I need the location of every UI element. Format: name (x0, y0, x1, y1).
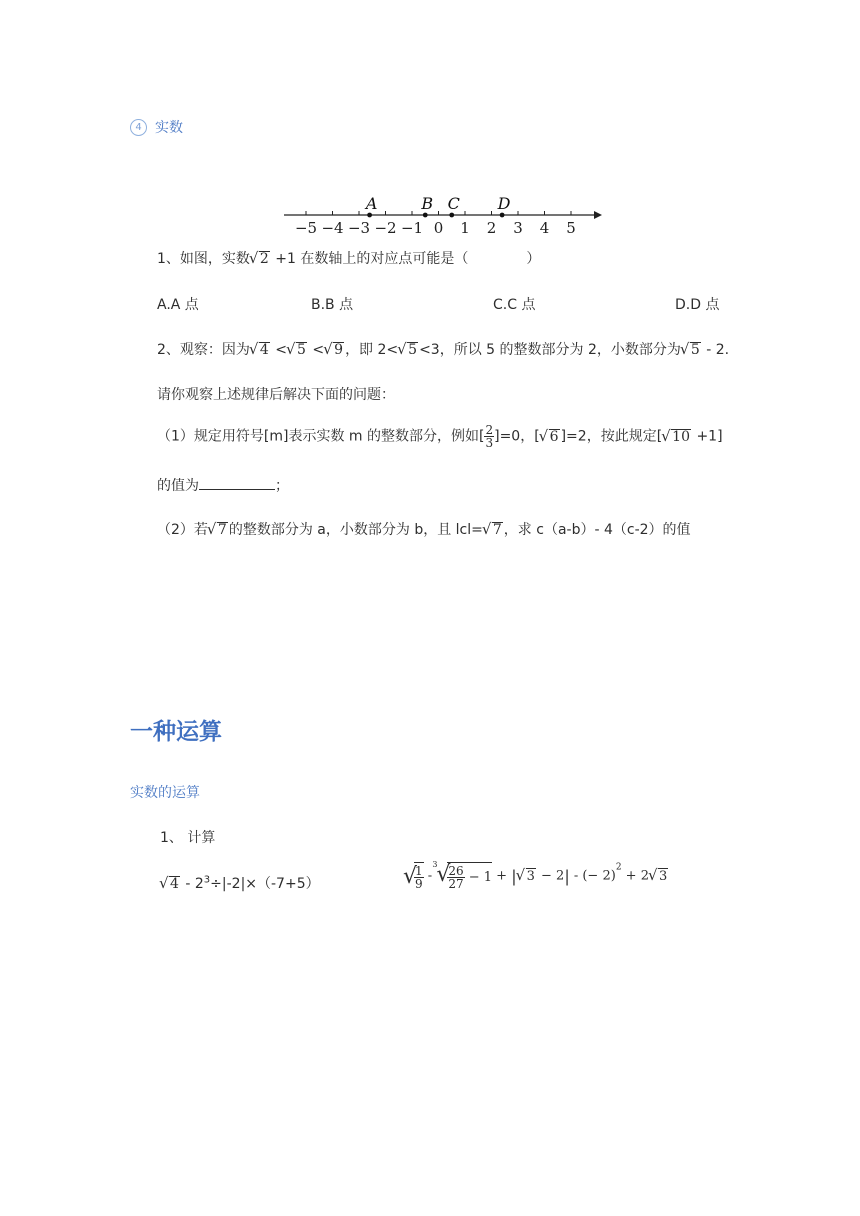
expr2-square: 2 (615, 862, 622, 873)
sqrt-symbol (160, 876, 180, 892)
point-c (449, 213, 454, 218)
point-label-a: A (365, 194, 378, 213)
q1-close: ） (526, 251, 541, 267)
expr2-plus-2: + 2 (621, 868, 649, 884)
abs-radicand: 3 (526, 869, 535, 884)
q2-part-1 (157, 424, 723, 449)
point-a (367, 213, 372, 218)
q2-radicand-2: 5 (297, 342, 306, 358)
sqrt-symbol (250, 342, 270, 358)
q1-prefix: 1、如图，实数 (157, 251, 250, 267)
q2-radicand-5: 5 (690, 342, 700, 358)
q2-part2-text-a: （2）若 (157, 522, 208, 538)
q1-option-b[interactable]: B.B 点 (311, 297, 354, 313)
last-radicand: 3 (658, 869, 668, 884)
q2-text-1: 2、观察：因为 (157, 342, 250, 358)
fraction (484, 424, 494, 449)
q2-instruction: 请你观察上述规律后解决下面的问题： (157, 387, 395, 403)
question-1 (157, 248, 540, 268)
q2-radicand-9: 7 (492, 522, 502, 538)
q1-radicand: 2 (259, 251, 269, 267)
calc-expression-2 (403, 862, 669, 890)
question-2-line-1 (157, 339, 729, 359)
point-d (500, 213, 505, 218)
tick-label: 4 (539, 219, 550, 237)
page-heading: 一种运算 (130, 719, 222, 745)
expr1-text-a: - 2 (180, 876, 204, 892)
calc-label: 1、 计算 (160, 830, 216, 846)
tick-label: −1 (400, 219, 424, 237)
point-label-b: B (421, 194, 434, 213)
sqrt-symbol (649, 868, 668, 884)
q2-part1-text-c: ]=2，按此规定[ (560, 428, 663, 445)
expr2-plus-1: + (492, 868, 512, 884)
cube-root-tail: − 1 (464, 870, 493, 885)
q2-text-4: - 2. (701, 342, 730, 358)
sqrt-symbol (324, 342, 344, 358)
tick-label: 2 (486, 219, 497, 237)
number-line-figure (280, 190, 610, 238)
sqrt-symbol (208, 522, 228, 538)
arrow-icon (594, 211, 602, 219)
q1-option-c[interactable]: C.C 点 (493, 297, 536, 313)
tick-label: −3 (347, 219, 371, 237)
tick-label: 5 (566, 219, 576, 237)
sqrt-symbol (662, 429, 691, 445)
section-header (130, 117, 183, 137)
abs-bar-icon: | (511, 866, 517, 886)
fraction-denominator: 9 (415, 877, 423, 891)
q2-part-2 (157, 519, 691, 539)
q2-part1-text-a: （1）规定用符号[m]表示实数 m 的整数部分，例如[ (157, 428, 485, 445)
abs-tail: − 2 (536, 868, 565, 884)
fraction-numerator: 1 (415, 864, 423, 878)
tick-label: 1 (460, 219, 470, 237)
expr2-minus: - (423, 868, 437, 884)
abs-bar-icon: | (564, 866, 570, 886)
sqrt-symbol (681, 342, 701, 358)
point-label-d: D (497, 194, 511, 213)
sqrt-symbol (250, 251, 270, 267)
sqrt-symbol (540, 429, 560, 445)
q2-radicand-1: 4 (259, 342, 269, 358)
answer-blank[interactable] (199, 477, 275, 490)
tick-label: −2 (374, 219, 397, 237)
cube-root-index: 3 (432, 860, 438, 869)
expr1-radicand: 4 (170, 876, 179, 892)
q2-text-3: <3，所以 5 的整数部分为 2，小数部分为 (419, 342, 681, 358)
q2-part2-text-b: 的整数部分为 a，小数部分为 b，且 lcl= (228, 522, 483, 538)
q2-part1-text-d: +1] (696, 428, 723, 445)
q1-option-d[interactable]: D.D 点 (675, 297, 720, 313)
tick-label: −5 (294, 219, 318, 237)
q2-part2-text-c: ，求 c（a-b）- 4（c-2）的值 (503, 522, 691, 538)
sqrt-symbol (483, 522, 503, 538)
q1-option-a[interactable]: A.A 点 (157, 297, 199, 313)
q2-radicand-8: 7 (217, 522, 227, 538)
expr1-exponent: 3 (203, 874, 211, 886)
calc-expression-1 (160, 873, 320, 893)
q2-part1-text-b: ]=0，[ (494, 428, 540, 445)
radical-sign-icon: √ (403, 864, 418, 889)
tick-label: 0 (433, 219, 444, 237)
q2-lt-1: < (275, 342, 288, 358)
section-number-badge: 4 (130, 119, 147, 136)
q2-radicand-7: 10 (672, 428, 690, 445)
q1-suffix: +1 在数轴上的对应点可能是（ (275, 251, 469, 267)
expr1-text-b: ÷|-2|×（-7+5） (210, 876, 320, 892)
point-b (423, 213, 428, 218)
sqrt-fraction (403, 862, 424, 890)
q2-lt-2: < (312, 342, 325, 358)
fraction-denominator: 27 (448, 877, 464, 891)
q2-text-2: ，即 2< (345, 342, 399, 358)
sqrt-symbol (517, 868, 536, 884)
tick-label: 3 (513, 219, 523, 237)
sqrt-symbol (287, 342, 307, 358)
q2-radicand-3: 9 (334, 342, 344, 358)
q2-radicand-4: 5 (408, 342, 418, 358)
q2-part1-value-label: 的值为 (157, 478, 199, 494)
cube-root (432, 860, 493, 891)
q2-part-1-line-2 (157, 475, 289, 495)
point-label-c: C (447, 194, 460, 213)
q2-part1-end: ； (275, 478, 289, 494)
fraction-numerator: 2 (485, 423, 494, 437)
section-title: 实数 (155, 120, 183, 136)
fraction-numerator: 26 (448, 864, 464, 878)
expr2-minus-2: - (− 2) (569, 868, 616, 884)
page-subheading: 实数的运算 (130, 785, 200, 801)
sqrt-symbol (398, 342, 418, 358)
radical-sign-icon: √ (436, 862, 451, 887)
q2-radicand-6: 6 (549, 428, 559, 445)
fraction-denominator: 3 (485, 436, 494, 450)
tick-label: −4 (321, 219, 344, 237)
